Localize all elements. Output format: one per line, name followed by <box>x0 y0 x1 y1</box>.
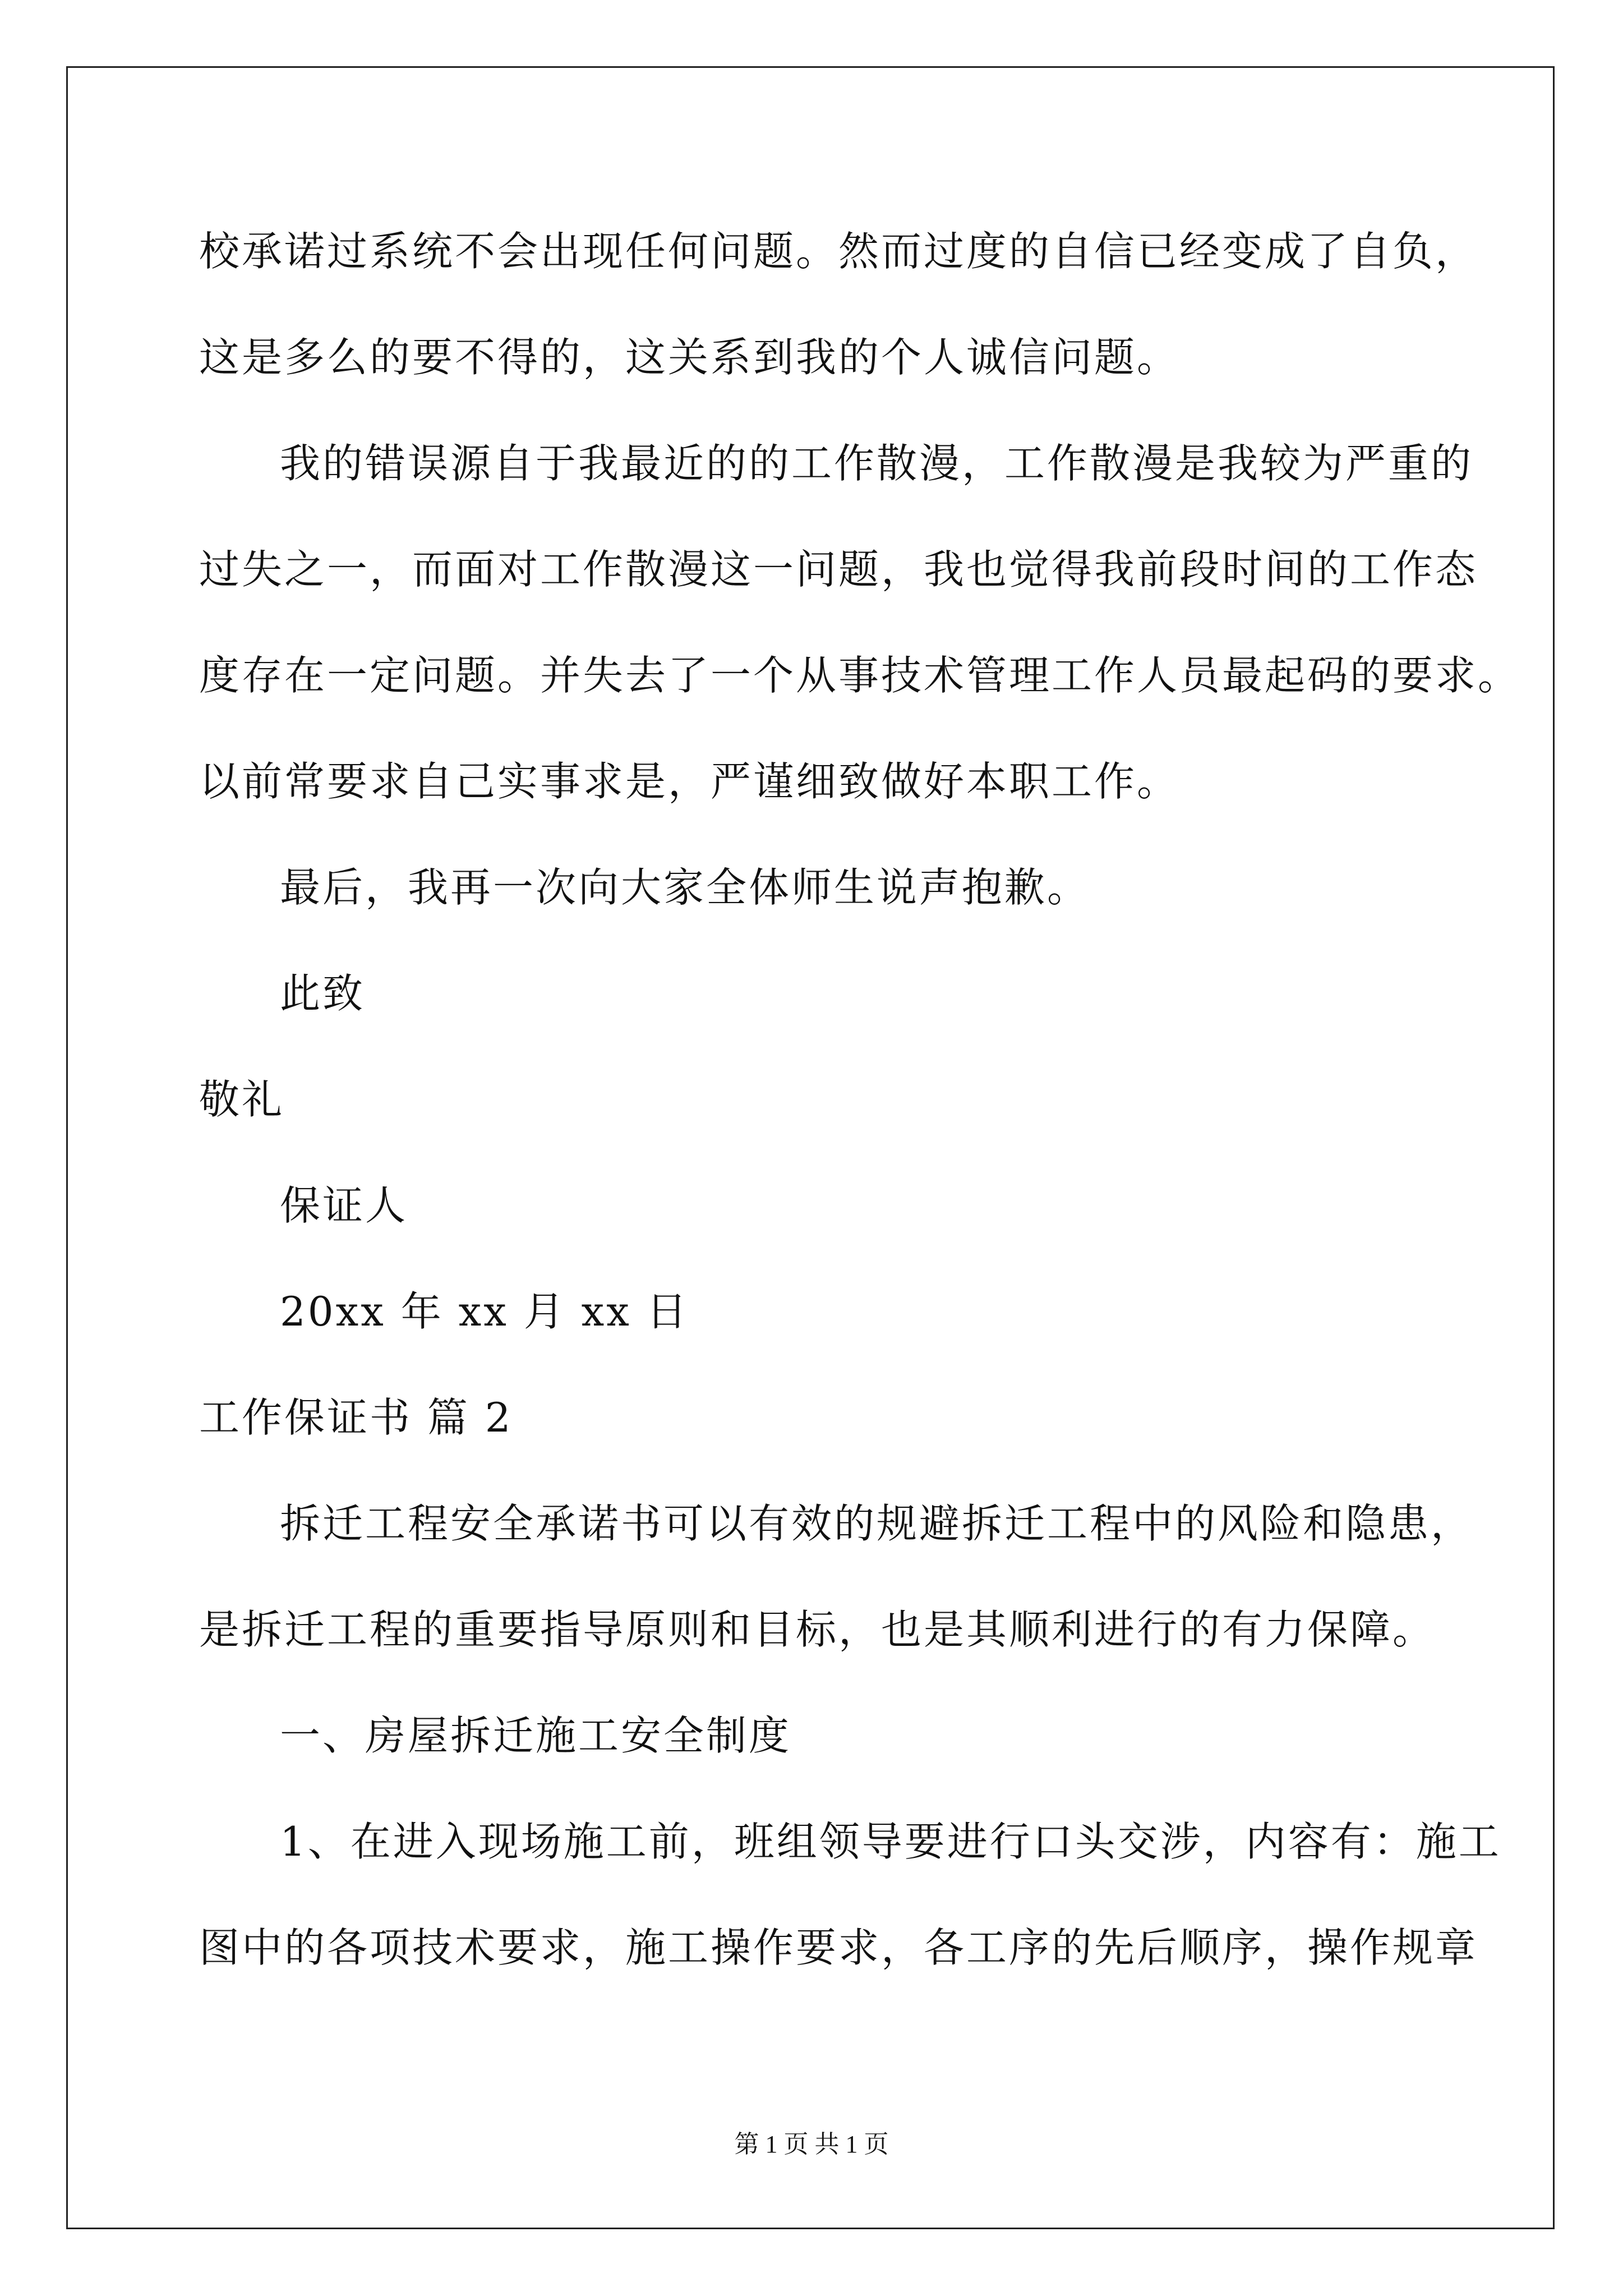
body-line-2: 这是多么的要不得的，这关系到我的个人诚信问题。 <box>199 334 1180 381</box>
body-line-1: 校承诺过系统不会出现任何问题。然而过度的自信已经变成了自负， <box>199 228 1478 275</box>
body-line-13: 拆迁工程安全承诺书可以有效的规避拆迁工程中的风险和隐患， <box>280 1500 1474 1547</box>
body-line-6: 以前常要求自己实事求是，严谨细致做好本职工作。 <box>199 758 1180 805</box>
body-line-16: 1、在进入现场施工前，班组领导要进行口头交涉，内容有：施工 <box>280 1818 1501 1865</box>
body-line-5: 度存在一定问题。并失去了一个从事技术管理工作人员最起码的要求。 <box>199 652 1521 699</box>
page-number-footer: 第 1 页 共 1 页 <box>734 2131 889 2158</box>
signature-date: 20xx 年 xx 月 xx 日 <box>280 1288 689 1335</box>
closing-greeting: 此致 <box>280 970 366 1017</box>
section-heading: 工作保证书 篇 2 <box>199 1394 513 1441</box>
page-border <box>66 66 1555 2229</box>
body-line-3: 我的错误源自于我最近的的工作散漫，工作散漫是我较为严重的 <box>280 440 1474 487</box>
closing-salute: 敬礼 <box>199 1076 285 1123</box>
subsection-heading: 一、房屋拆迁施工安全制度 <box>280 1712 792 1759</box>
body-line-17: 图中的各项技术要求，施工操作要求，各工序的先后顺序，操作规章 <box>199 1924 1478 1971</box>
signatory-label: 保证人 <box>280 1182 408 1229</box>
body-line-4: 过失之一，而面对工作散漫这一问题，我也觉得我前段时间的工作态 <box>199 546 1478 593</box>
body-line-7: 最后，我再一次向大家全体师生说声抱歉。 <box>280 864 1090 911</box>
body-line-14: 是拆迁工程的重要指导原则和目标，也是其顺利进行的有力保障。 <box>199 1606 1436 1653</box>
